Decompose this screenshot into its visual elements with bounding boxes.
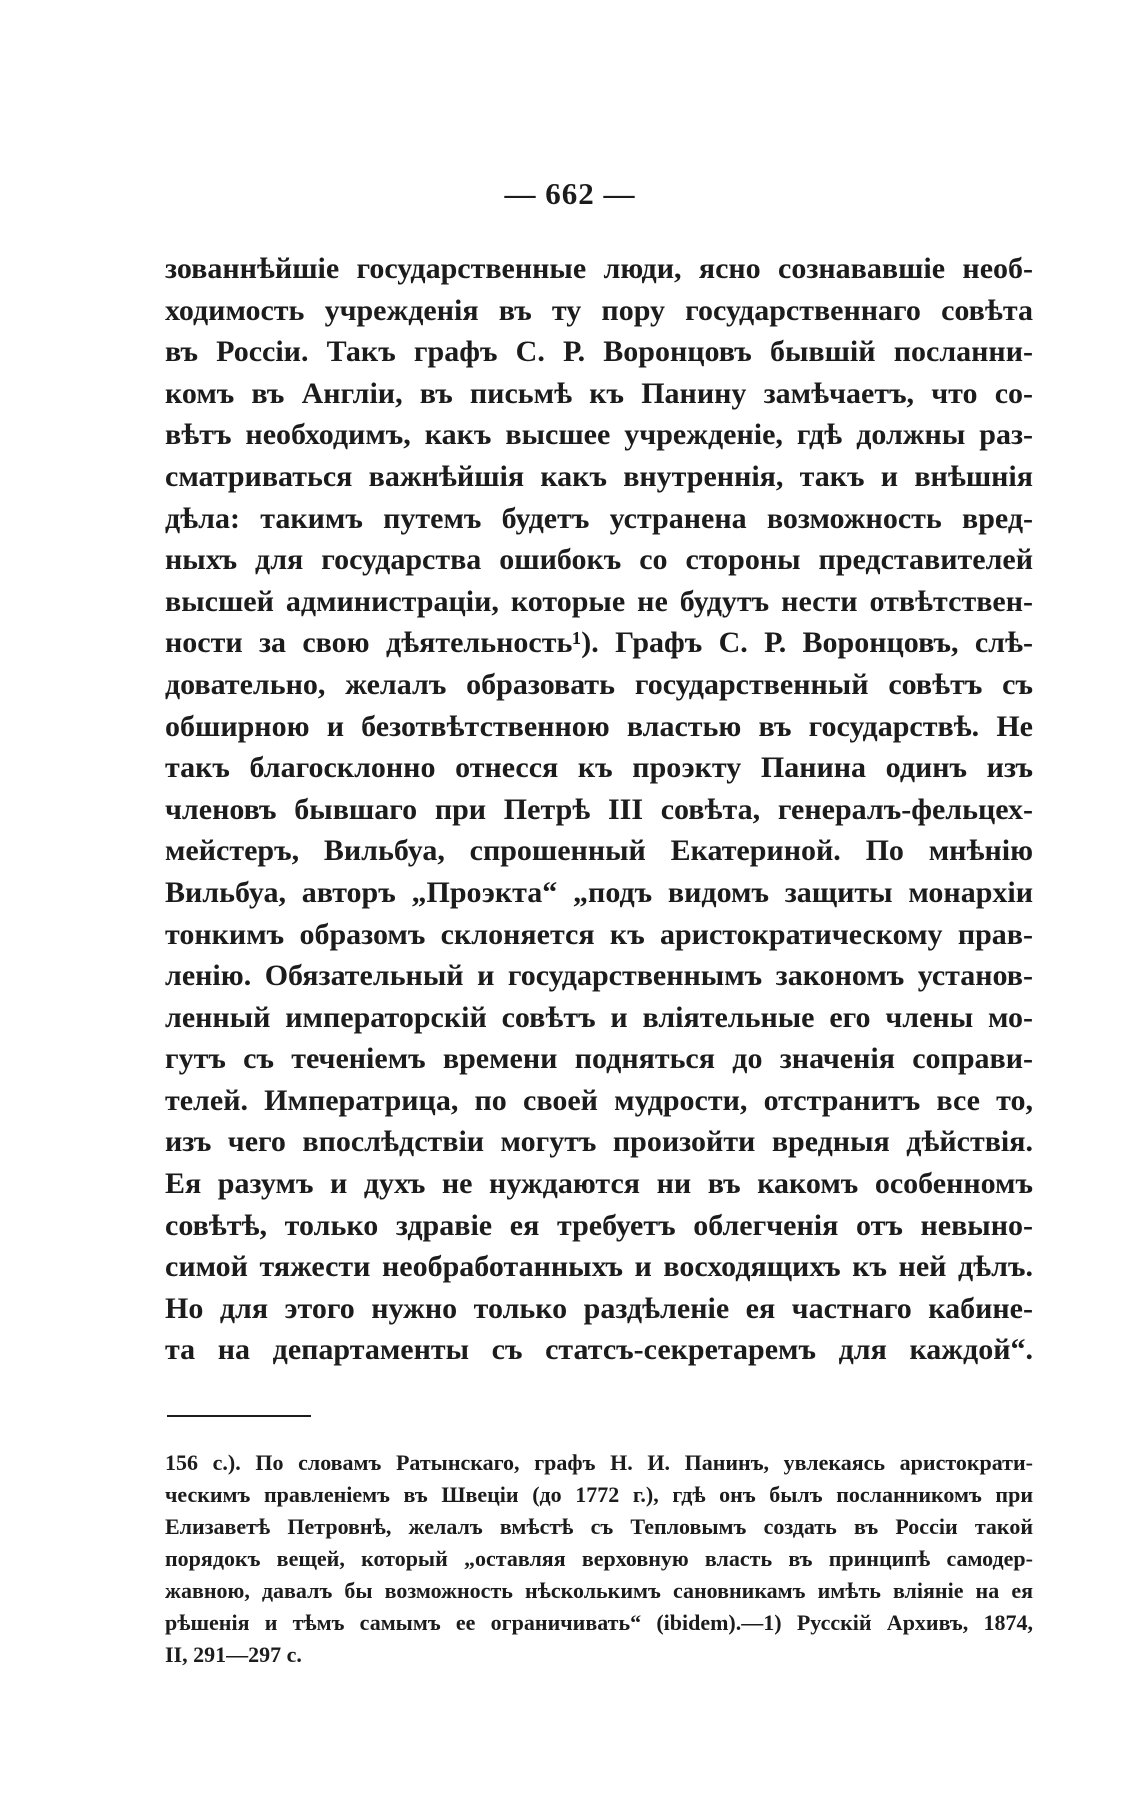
footnote-line: рѣшенія и тѣмъ самымъ ее ограничивать“ (ibidem).—1) Русскій Архивъ, 1874,	[165, 1610, 1033, 1635]
body-line: та на департаменты съ статсъ-секретаремъ для каждой“.	[165, 1333, 1033, 1367]
body-line: комъ въ Англіи, въ письмѣ къ Панину замѣчаетъ, что со-	[165, 376, 1033, 410]
body-line: Ея разумъ и духъ не нуждаются ни въ какомъ особенномъ	[165, 1167, 1033, 1201]
body-line: въ Россіи. Такъ графъ С. Р. Воронцовъ бывшій посланни-	[165, 335, 1033, 369]
body-line: мейстеръ, Вильбуа, спрошенный Екатериной. По мнѣнію	[165, 834, 1033, 868]
body-line: вѣтъ необходимъ, какъ высшее учрежденіе, гдѣ должны раз-	[165, 418, 1033, 452]
body-line: изъ чего впослѣдствіи могутъ произойти вредныя дѣйствія.	[165, 1125, 1033, 1159]
footnote-line: порядокъ вещей, который „оставляя верховную власть въ принципѣ самодер-	[165, 1546, 1033, 1571]
body-line: гутъ съ теченіемъ времени подняться до значенія соправи-	[165, 1042, 1033, 1076]
body-line: сматриваться важнѣйшія какъ внутреннія, такъ и внѣшнія	[165, 459, 1033, 493]
body-line: Вильбуа, авторъ „Проэкта“ „подъ видомъ защиты монархіи	[165, 875, 1033, 909]
body-line: членовъ бывшаго при Петрѣ III совѣта, генералъ-фельцех-	[165, 792, 1033, 826]
body-line: симой тяжести необработанныхъ и восходящихъ къ ней дѣлъ.	[165, 1250, 1033, 1284]
body-line: зованнѣйшіе государственные люди, ясно сознававшіе необ-	[165, 252, 1033, 285]
body-line: высшей администраціи, которые не будутъ нести отвѣтствен-	[165, 584, 1033, 618]
body-line: ходимость учрежденія въ ту пору государственнаго совѣта	[165, 293, 1033, 327]
body-line: ныхъ для государства ошибокъ со стороны представителей	[165, 543, 1033, 577]
body-line: обширною и безотвѣтственною властью въ государствѣ. Не	[165, 709, 1033, 743]
body-line: тонкимъ образомъ склоняется къ аристократическому прав-	[165, 917, 1033, 951]
page-number: — 662 —	[504, 176, 636, 211]
body-line: совѣтѣ, только здравіе ея требуетъ облегченія отъ невыно-	[165, 1208, 1033, 1242]
footnotes	[165, 1447, 1033, 1671]
footnote-line: жавною, давалъ бы возможность нѣсколькимъ сановникамъ имѣть вліяніе на ея	[165, 1578, 1033, 1603]
footnote-separator-rule	[167, 1415, 311, 1417]
body-line: ности за свою дѣятельность¹). Графъ С. Р. Воронцовъ, слѣ-	[165, 626, 1033, 660]
body-line: дѣла: такимъ путемъ будетъ устранена возможность вред-	[165, 501, 1033, 535]
body-text	[165, 248, 1033, 1371]
body-line: телей. Императрица, по своей мудрости, отстранитъ все то,	[165, 1083, 1033, 1117]
footnote-line: Елизаветѣ Петровнѣ, желалъ вмѣстѣ съ Тепловымъ создать въ Россіи такой	[165, 1514, 1033, 1539]
body-line: ленный императорскій совѣтъ и вліятельные его члены мо-	[165, 1000, 1033, 1034]
footnote-line: ческимъ правленіемъ въ Швеціи (до 1772 г.), гдѣ онъ былъ посланникомъ при	[165, 1482, 1033, 1507]
footnote-line: II, 291—297 с.	[165, 1642, 302, 1667]
body-line: Но для этого нужно только раздѣленіе ея частнаго кабине-	[165, 1291, 1033, 1325]
body-line: такъ благосклонно отнесся къ проэкту Панина одинъ изъ	[165, 751, 1033, 785]
footnote-line: 156 с.). По словамъ Ратынскаго, графъ Н. И. Панинъ, увлекаясь аристократи-	[165, 1450, 1033, 1475]
body-line: ленію. Обязательный и государственнымъ закономъ установ-	[165, 959, 1033, 993]
body-line: довательно, желалъ образовать государственный совѣтъ съ	[165, 667, 1033, 701]
